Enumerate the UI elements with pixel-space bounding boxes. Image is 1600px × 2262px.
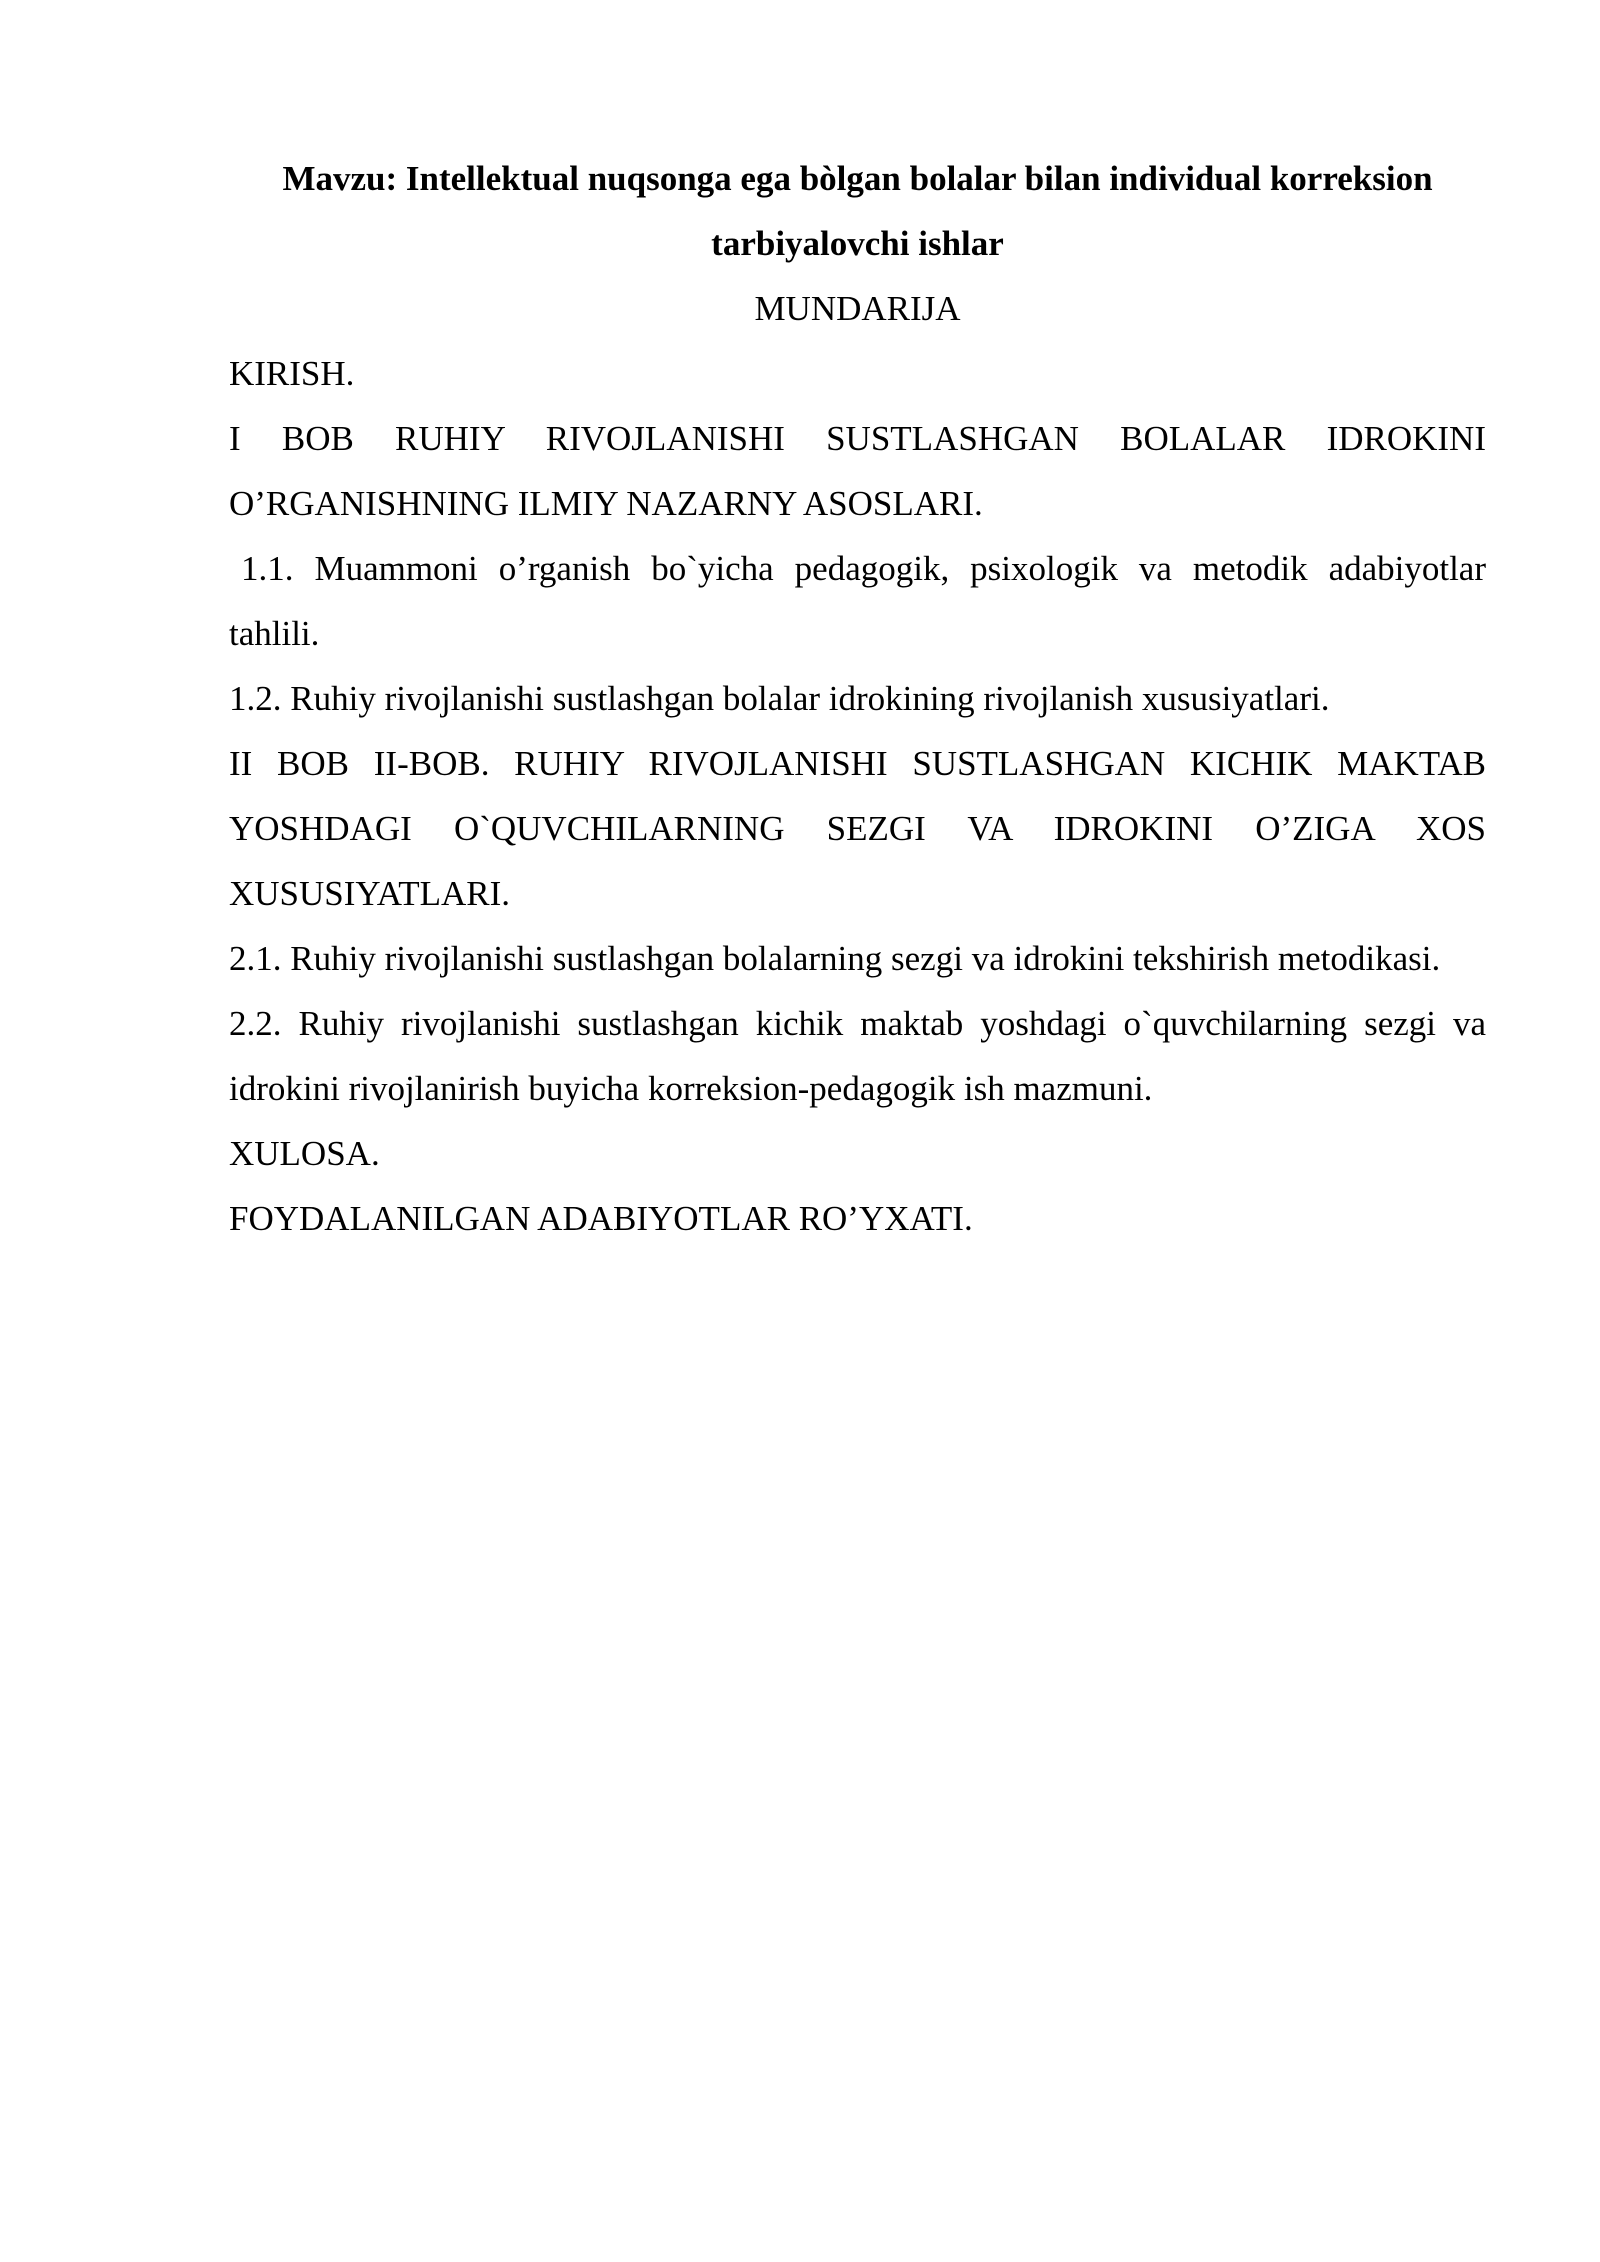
toc-item-section-2-2: 2.2. Ruhiy rivojlanishi sustlashgan kichik maktab yoshdagi o`quvchilarning sezgi va idrokini rivojlanirish buyicha korreksion-pedagogik ish mazmuni. bbox=[229, 1004, 1486, 1108]
toc-item-references: FOYDALANILGAN ADABIYOTLAR RO’YXATI. bbox=[229, 1199, 973, 1238]
document-content bbox=[229, 146, 1486, 1251]
toc-item-conclusion: XULOSA. bbox=[229, 1134, 380, 1173]
toc-heading: MUNDARIJA bbox=[754, 289, 961, 328]
toc-item-chapter-1: I BOB RUHIY RIVOJLANISHI SUSTLASHGAN BOLALAR IDROKINI O’RGANISHNING ILMIY NAZARNY ASOSLARI. bbox=[229, 419, 1486, 523]
document-title: Mavzu: Intellektual nuqsonga ega bòlgan bolalar bilan individual korreksion tarbiyalovchi ishlar bbox=[282, 159, 1433, 263]
table-of-contents bbox=[229, 341, 1486, 1251]
toc-item-section-1-2: 1.2. Ruhiy rivojlanishi sustlashgan bolalar idrokining rivojlanish xususiyatlari. bbox=[229, 679, 1330, 718]
toc-item-introduction: KIRISH. bbox=[229, 354, 355, 393]
toc-item-section-1-1: 1.1. Muammoni o’rganish bo`yicha pedagogik, psixologik va metodik adabiyotlar tahlili. bbox=[229, 549, 1486, 653]
toc-item-chapter-2: II BOB II-BOB. RUHIY RIVOJLANISHI SUSTLASHGAN KICHIK MAKTAB YOSHDAGI O`QUVCHILARNING SEZGI VA IDROKINI O’ZIGA XOS XUSUSIYATLARI. bbox=[229, 744, 1486, 913]
toc-item-section-2-1: 2.1. Ruhiy rivojlanishi sustlashgan bolalarning sezgi va idrokini tekshirish metodikasi. bbox=[229, 939, 1441, 978]
